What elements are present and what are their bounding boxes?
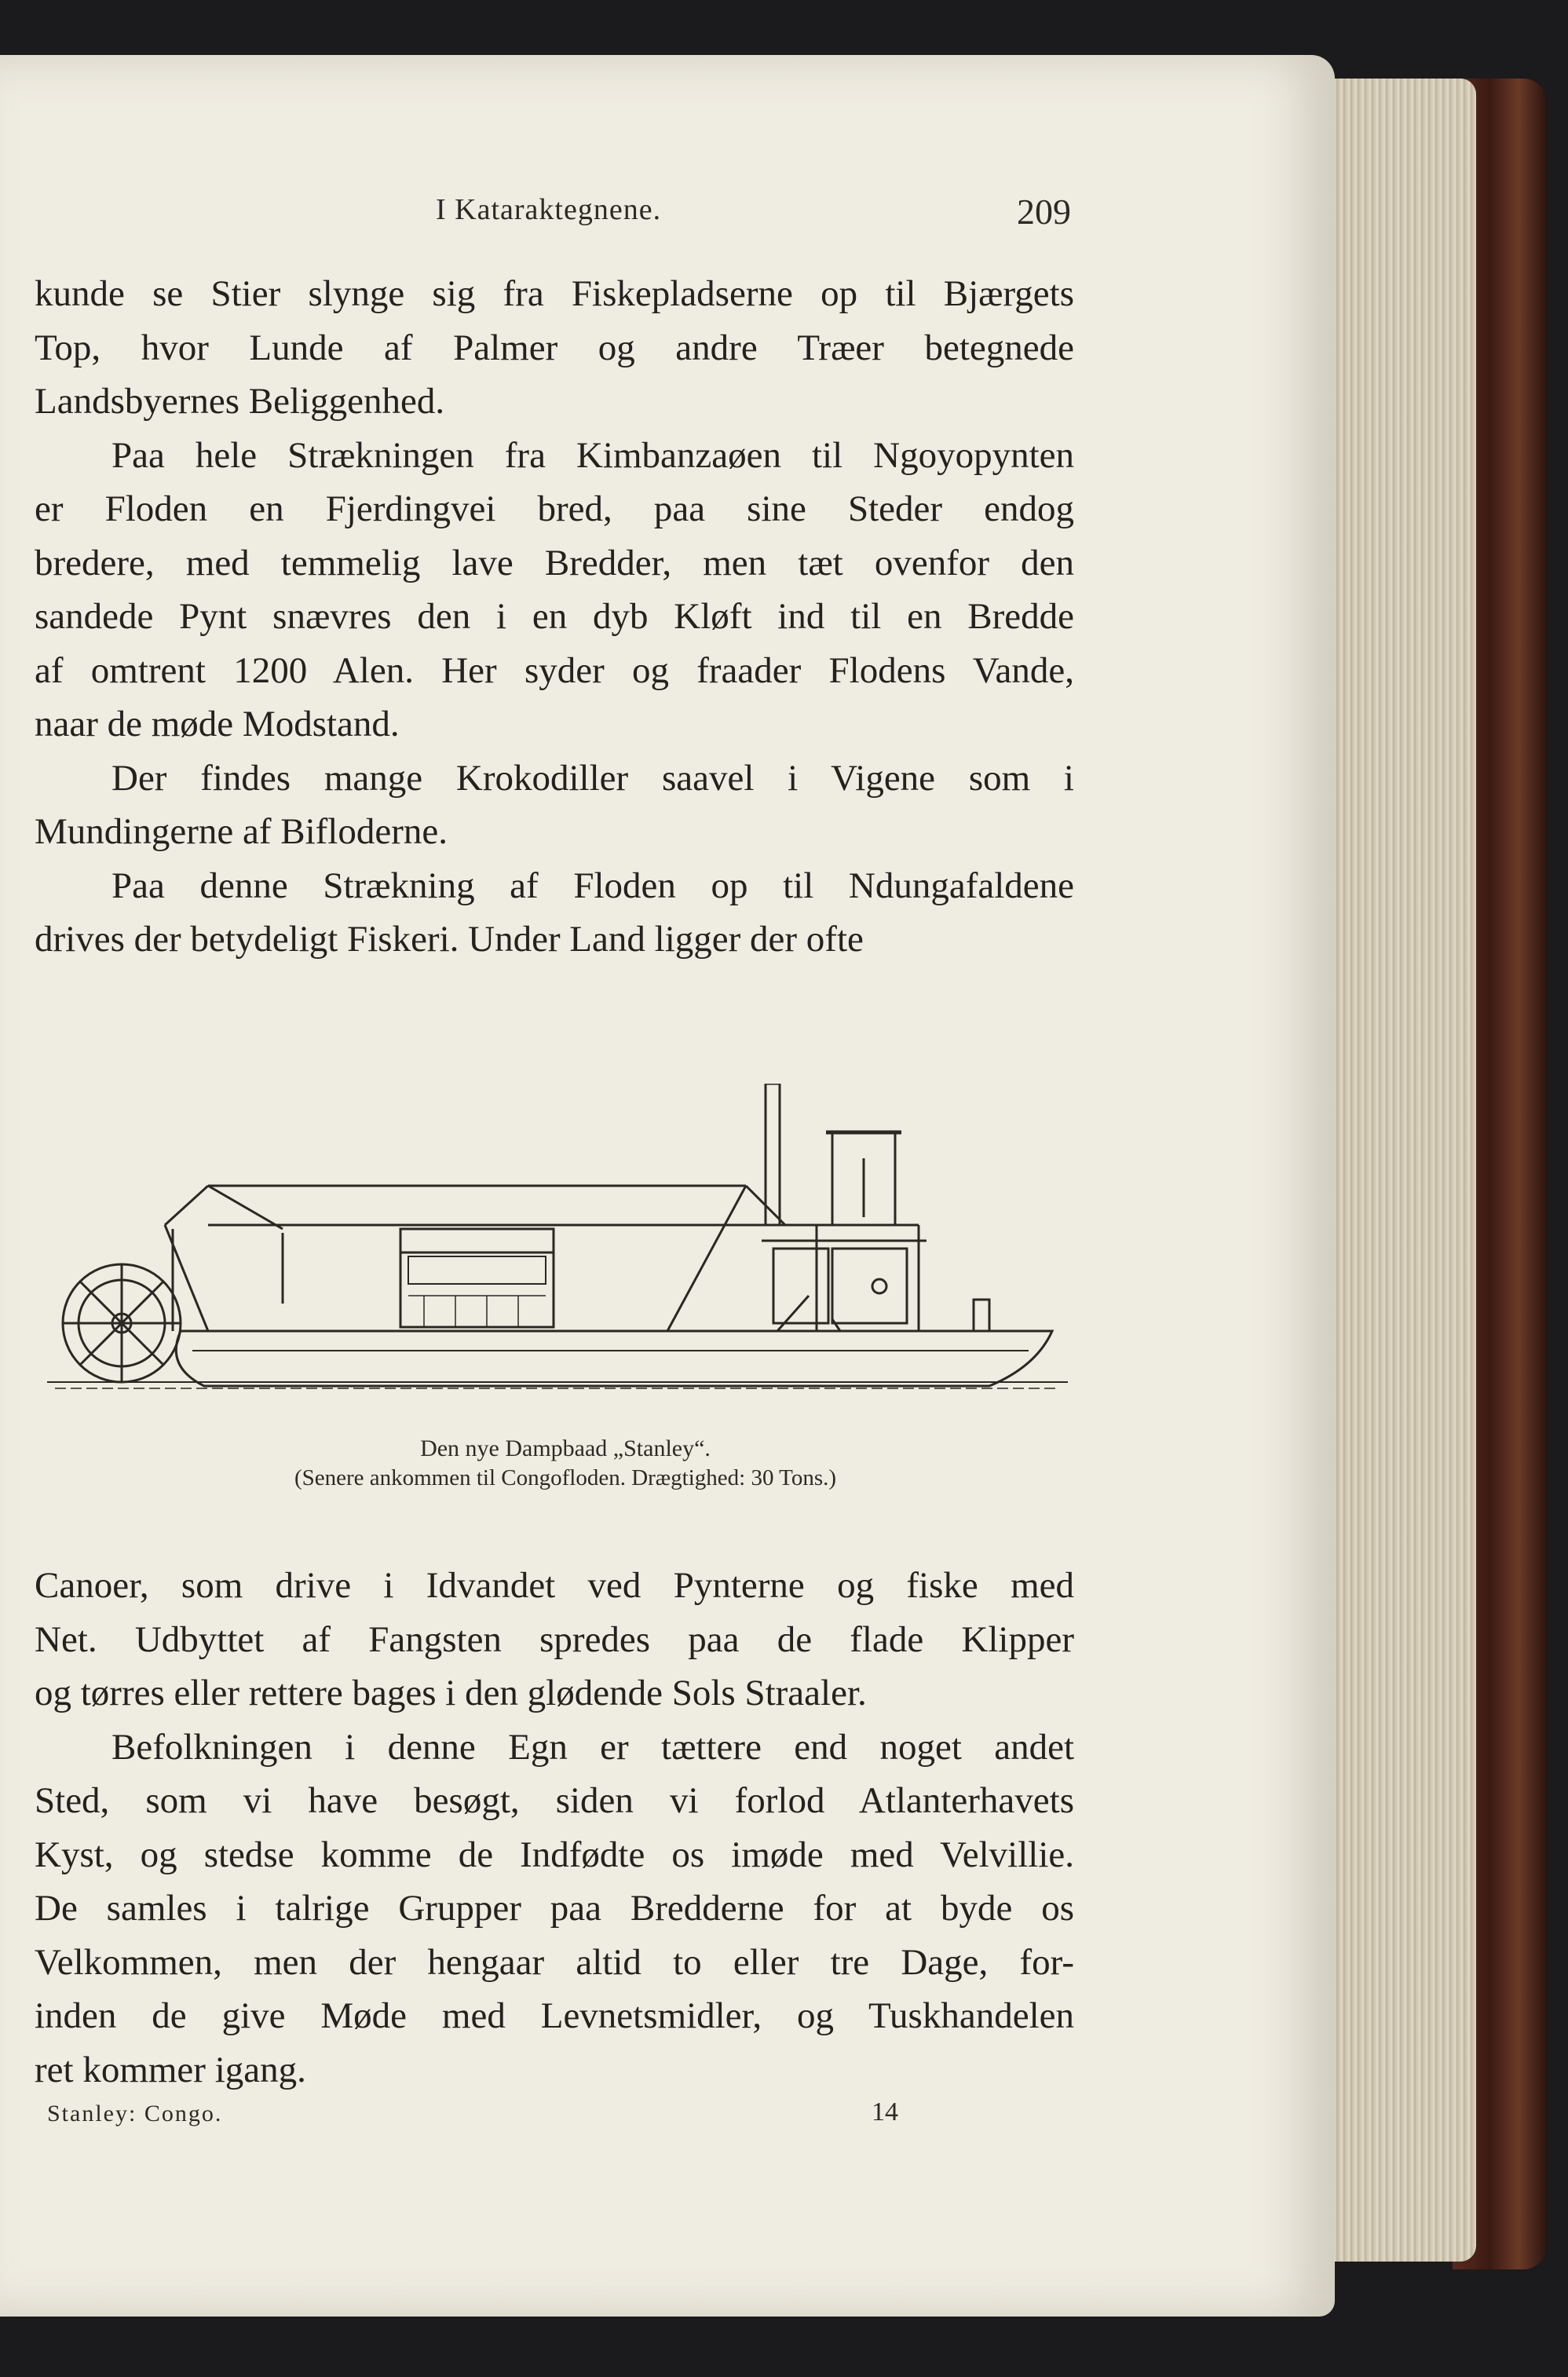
- text-line: Sted, som vi have besøgt, siden vi forlod Atlanterhavets: [35, 1780, 1074, 1821]
- body-text-bottom: [35, 1559, 1074, 2097]
- paragraph: [35, 267, 1074, 429]
- running-title: I Kataraktegnene.: [436, 193, 662, 226]
- text-line: De samles i talrige Grupper paa Bredderne for at byde os: [35, 1888, 1074, 1929]
- figure-caption-title: Den nye Dampbaad „Stanley“.: [420, 1435, 711, 1461]
- text-line: drives der betydeligt Fiskeri. Under Land ligger der ofte: [35, 919, 864, 960]
- signature-number: 14: [872, 2097, 898, 2127]
- text-line: Paa hele Strækningen fra Kimbanzaøen til Ngoyopynten: [111, 434, 1074, 476]
- paragraph: [35, 859, 1074, 967]
- page-header: [0, 192, 1178, 240]
- page-number: 209: [1017, 192, 1071, 232]
- text-line: Landsbyernes Beliggenhed.: [35, 381, 445, 422]
- page-edges: [1311, 79, 1476, 2262]
- text-line: Net. Udbyttet af Fangsten spredes paa de flade Klipper: [35, 1618, 1074, 1660]
- printer-signature: Stanley: Congo.: [47, 2101, 223, 2127]
- text-line: Velkommen, men der hengaar altid to eller tre Dage, for-: [35, 1941, 1074, 1983]
- text-line: Kyst, og stedse komme de Indfødte os imøde med Velvillie.: [35, 1834, 1074, 1875]
- text-line: inden de give Møde med Levnetsmidler, og Tuskhandelen: [35, 1995, 1074, 2036]
- text-line: Der findes mange Krokodiller saavel i Vigene som i: [111, 757, 1074, 799]
- text-line: Befolkningen i denne Egn er tættere end noget andet: [111, 1726, 1074, 1768]
- text-line: og tørres eller rettere bages i den glødende Sols Straaler.: [35, 1673, 867, 1713]
- text-line: naar de møde Modstand.: [35, 704, 400, 744]
- text-line: af omtrent 1200 Alen. Her syder og fraader Flodens Vande,: [35, 649, 1074, 691]
- text-line: bredere, med temmelig lave Bredder, men tæt ovenfor den: [35, 542, 1074, 583]
- paragraph: [35, 1721, 1074, 2097]
- paragraph: [35, 429, 1074, 751]
- text-line: Top, hvor Lunde af Palmer og andre Træer betegnede: [35, 327, 1074, 368]
- body-text-top: [35, 267, 1074, 967]
- steamboat-illustration: [47, 1084, 1068, 1413]
- paragraph: [35, 751, 1074, 859]
- paragraph: [35, 1559, 1074, 1721]
- text-line: Mundingerne af Bifloderne.: [35, 811, 448, 852]
- text-line: ret kommer igang.: [35, 2049, 306, 2090]
- figure-caption-details: (Senere ankommen til Congofloden. Drægtighed: 30 Tons.): [294, 1465, 837, 1490]
- text-line: kunde se Stier slynge sig fra Fiskepladserne op til Bjærgets: [35, 273, 1074, 314]
- text-line: sandede Pynt snævres den i en dyb Kløft ind til en Bredde: [35, 596, 1074, 637]
- text-line: Canoer, som drive i Idvandet ved Pynterne og fiske med: [35, 1565, 1074, 1606]
- text-line: er Floden en Fjerdingvei bred, paa sine Steder endog: [35, 488, 1074, 529]
- page-footer: [47, 2097, 1068, 2140]
- text-line: Paa denne Strækning af Floden op til Ndungafaldene: [111, 865, 1074, 906]
